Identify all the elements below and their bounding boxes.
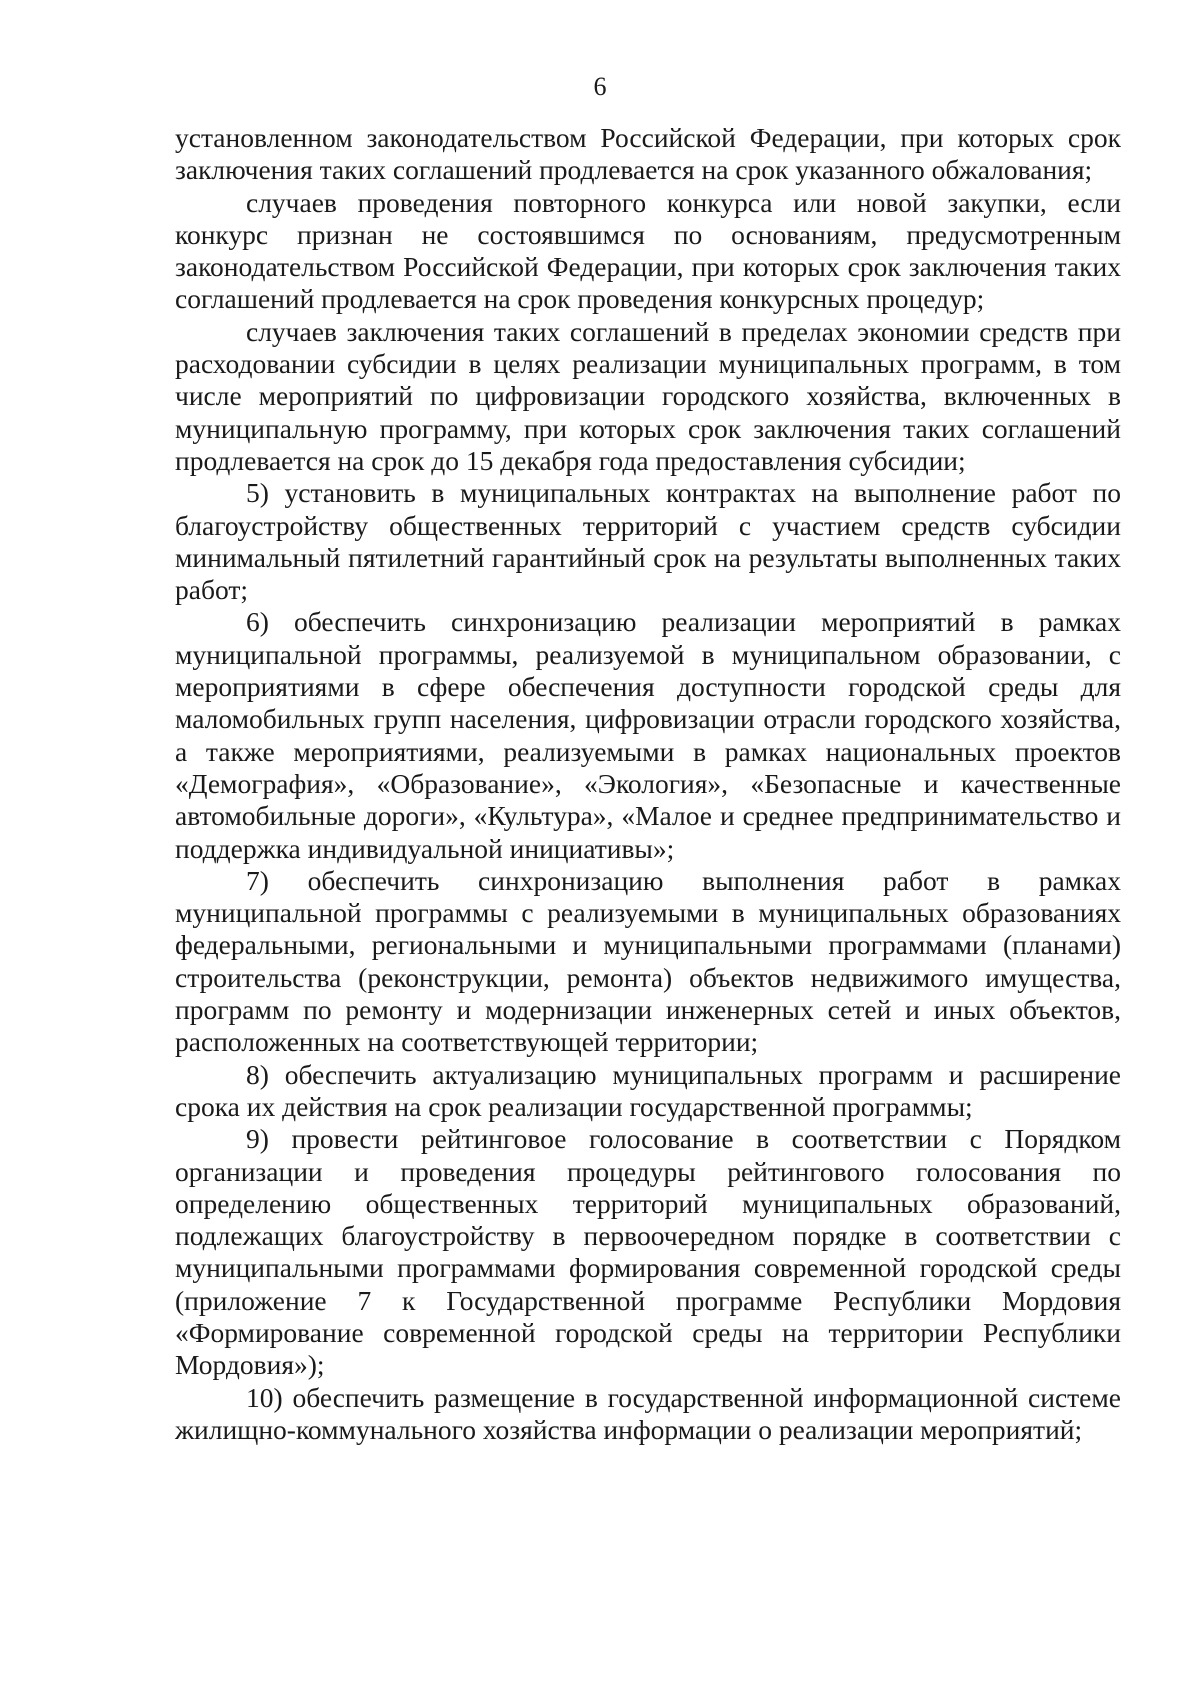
paragraph-savings-case: случаев заключения таких соглашений в пределах экономии средств при расходовании субсидии в целях реализации муниципальных программ, в том числе мероприятий по цифровизации городского хозяйства, включенных в муниципальную программу, при которых срок заключения таких соглашений продлевается на срок до 15 декабря года предоставления субсидии;: [175, 315, 1121, 476]
paragraph-repeat-tender-case: случаев проведения повторного конкурса или новой закупки, если конкурс признан не состоявшимся по основаниям, предусмотренным законодательством Российской Федерации, при которых срок заключения таких соглашений продлевается на срок проведения конкурсных процедур;: [175, 186, 1121, 315]
paragraph-item-9: 9) провести рейтинговое голосование в соответствии с Порядком организации и проведения процедуры рейтингового голосования по определению общественных территорий муниципальных образований, подлежащих благоустройству в первоочередном порядке в соответствии с муниципальными программами формирования современной городской среды (приложение 7 к Государственной программе Республики Мордовия «Формирование современной городской среды на территории Республики Мордовия»);: [175, 1123, 1121, 1381]
paragraph-item-10: 10) обеспечить размещение в государственной информационной системе жилищно-коммунального хозяйства информации о реализации мероприятий;: [175, 1381, 1121, 1445]
page-number: 6: [593, 72, 607, 101]
paragraph-item-7: 7) обеспечить синхронизацию выполнения работ в рамках муниципальной программы с реализуемыми в муниципальных образованиях федеральными, региональными и муниципальными программами (планами) строительства (реконструкции, ремонта) объектов недвижимого имущества, программ по ремонту и модернизации инженерных сетей и иных объектов, расположенных на соответствующей территории;: [175, 864, 1121, 1058]
paragraph-item-6: 6) обеспечить синхронизацию реализации мероприятий в рамках муниципальной программы, реализуемой в муниципальном образовании, с мероприятиями в сфере обеспечения доступности городской среды для маломобильных групп населения, цифровизации отрасли городского хозяйства, а также мероприятиями, реализуемыми в рамках национальных проектов «Демография», «Образование», «Экология», «Безопасные и качественные автомобильные дороги», «Культура», «Малое и среднее предпринимательство и поддержка индивидуальной инициативы»;: [175, 606, 1121, 864]
paragraph-item-5: 5) установить в муниципальных контрактах на выполнение работ по благоустройству общественных территорий с участием средств субсидии минимальный пятилетний гарантийный срок на результаты выполненных таких работ;: [175, 477, 1121, 606]
document-body: [175, 122, 1121, 1446]
paragraph-continuation: установленном законодательством Российской Федерации, при которых срок заключения таких соглашений продлевается на срок указанного обжалования;: [175, 122, 1121, 186]
paragraph-item-8: 8) обеспечить актуализацию муниципальных программ и расширение срока их действия на срок реализации государственной программы;: [175, 1058, 1121, 1122]
